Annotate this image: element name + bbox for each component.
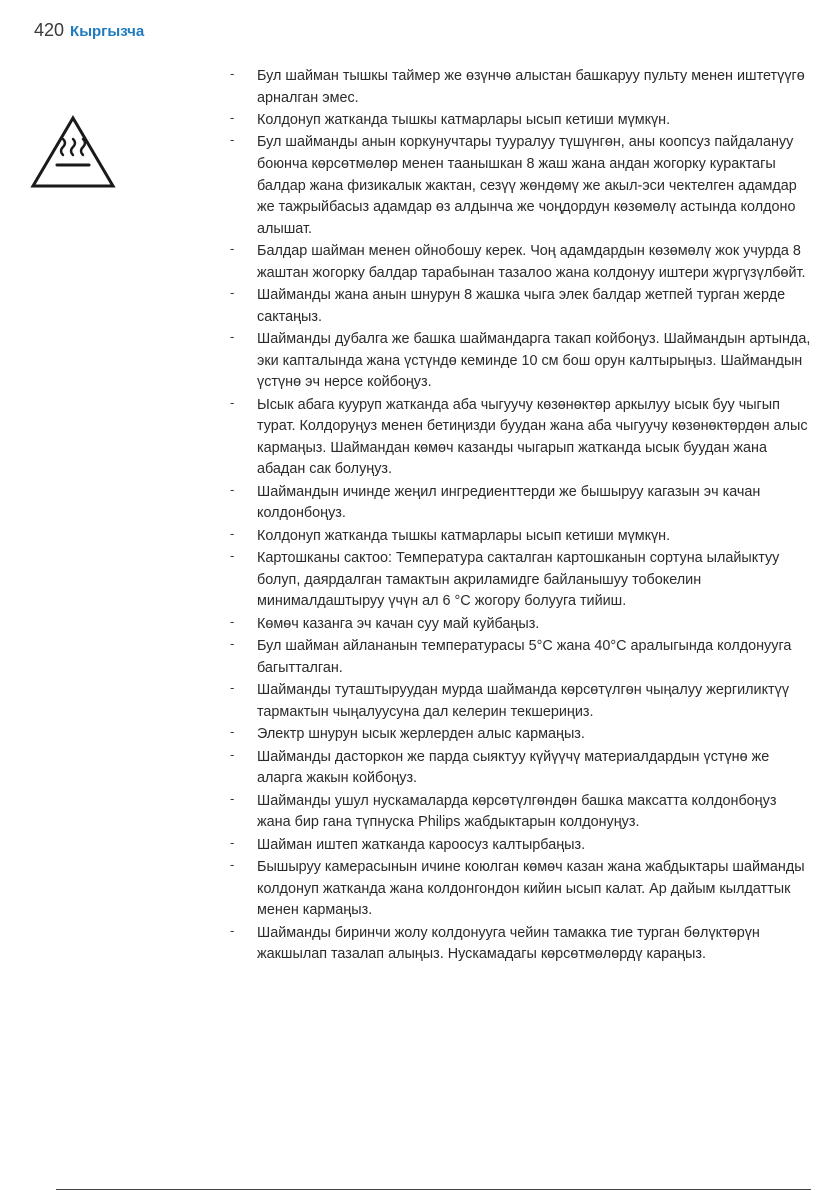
list-item-text: Бышыруу камерасынын ичине коюлган көмөч казан жана жабдыктары шайманды колдонуп жатканда жана колдонгондон кийин ысып калат. Ар дайым кылдаттык менен кармаңыз. xyxy=(257,858,805,919)
list-item-text: Картошканы сактоо: Температура сакталган картошканын сортуна ылайыктуу болуп, даярдалган тамактын акриламидге байланышуу тобокелин минималдаштыруу үчүн ал 6 °C жогору болууга тийиш. xyxy=(257,550,780,610)
list-item-text: Шайман иштеп жатканда кароосуз калтырбаңыз. xyxy=(257,836,586,853)
page-number: 420 xyxy=(34,20,65,40)
list-item-text: Шайманды дубалга же башка шаймандарга такап койбоңуз. Шаймандын артында, эки капталында жана үстүндө кеминде 10 см бош орун калтырыңыз. Шаймандын үстүнө эч нерсе койбоңуз. xyxy=(257,331,811,391)
bullet-dash: - xyxy=(230,613,235,629)
list-item xyxy=(230,835,812,857)
list-item xyxy=(230,680,812,723)
bullet-dash: - xyxy=(230,481,235,497)
bullet-dash: - xyxy=(230,746,235,762)
list-item-text: Бул шайманды анын коркунучтары тууралуу түшүнгөн, аны коопсуз пайдалануу боюнча көрсөтмөлөр менен таанышкан 8 жаш жана андан жогорку курактагы балдар жана физикалык жактан, сезүү жөндөмү же акыл-эси чектелген адамдар же тажрыйбасыз адамдар өз алдынча же чоңдордун көзөмөлү астында колдоно алышат. xyxy=(257,134,797,237)
hot-surface-warning-icon xyxy=(30,115,116,189)
list-item xyxy=(230,66,812,109)
list-item-text: Шайманды жана анын шнурун 8 жашка чыга элек балдар жетпей турган жерде сактаңыз. xyxy=(257,287,786,325)
list-item xyxy=(230,132,812,240)
list-item xyxy=(230,482,812,525)
bullet-dash: - xyxy=(230,636,235,652)
list-item xyxy=(230,241,812,284)
list-item-text: Балдар шайман менен ойнобошу керек. Чоң адамдардын көзөмөлү жок учурда 8 жаштан жогорку балдар тарабынан тазалоо жана колдонуу иштери жүргүзүлбөйт. xyxy=(257,243,806,281)
list-item-text: Көмөч казанга эч качан суу май куйбаңыз. xyxy=(257,615,540,632)
list-item xyxy=(230,747,812,790)
bullet-dash: - xyxy=(230,856,235,872)
list-item-text: Колдонуп жатканда тышкы катмарлары ысып кетиши мүмкүн. xyxy=(257,527,671,544)
bullet-dash: - xyxy=(230,329,235,345)
list-item xyxy=(230,548,812,613)
list-item xyxy=(230,110,812,132)
list-item-text: Шайманды туташтыруудан мурда шайманда көрсөтүлгөн чыңалуу жергиликтүү тармактын чыңалуусуна дал келерин текшериңиз. xyxy=(257,682,790,720)
list-item xyxy=(230,395,812,481)
list-item-text: Шайманды биринчи жолу колдонууга чейин тамакка тие турган бөлүктөрүн жакшылап тазалап алыңыз. Нускамадагы көрсөтмөлөрдү караңыз. xyxy=(257,924,760,963)
bullet-dash: - xyxy=(230,548,235,564)
list-item-text: Ысык абага кууруп жатканда аба чыгуучу көзөнөктөр аркылуу ысык буу чыгып турат. Колдоруңуз менен бетиңизди буудан жана аба чыгуучу көзөнөктөрдөн алыс кармаңыз. Шаймандан көмөч казанды чыгарып жатканда ысык буудан жана абадан сак болуңуз. xyxy=(257,396,808,478)
bullet-dash: - xyxy=(230,394,235,410)
bullet-dash: - xyxy=(230,834,235,850)
list-item xyxy=(230,923,812,966)
list-item xyxy=(230,857,812,922)
list-item-text: Шайманды дасторкон же парда сыяктуу күйүүчү материалдардын үстүнө же аларга жакын койбоңуз. xyxy=(257,748,770,787)
bullet-dash: - xyxy=(230,525,235,541)
bullet-dash: - xyxy=(230,132,235,148)
list-item-text: Колдонуп жатканда тышкы катмарлары ысып кетиши мүмкүн. xyxy=(257,111,671,128)
bullet-dash: - xyxy=(230,109,235,125)
list-item xyxy=(230,526,812,548)
list-item xyxy=(230,285,812,328)
list-item xyxy=(230,791,812,834)
language-label: Кыргызча xyxy=(70,23,145,40)
footer-divider xyxy=(56,1189,811,1190)
list-item xyxy=(230,329,812,394)
list-item-text: Шайманды ушул нускамаларда көрсөтүлгөндөн башка максатта колдонбоңуз жана бир гана түпнуска Philips жабдыктарын колдонуңуз. xyxy=(257,792,777,831)
safety-instructions-list xyxy=(230,66,812,966)
list-item xyxy=(230,724,812,746)
list-item-text: Электр шнурун ысык жерлерден алыс кармаңыз. xyxy=(257,726,585,743)
list-item xyxy=(230,636,812,679)
bullet-dash: - xyxy=(230,680,235,696)
page-header xyxy=(34,20,144,44)
list-item xyxy=(230,614,812,636)
bullet-dash: - xyxy=(230,285,235,301)
bullet-dash: - xyxy=(230,66,235,81)
bullet-dash: - xyxy=(230,922,235,938)
list-item-text: Бул шайман айлананын температурасы 5°C жана 40°C аралыгында колдонууга багытталган. xyxy=(257,638,792,676)
bullet-dash: - xyxy=(230,724,235,740)
bullet-dash: - xyxy=(230,241,235,257)
list-item-text: Шаймандын ичинде жеңил ингредиенттерди же бышыруу кагазын эч качан колдонбоңуз. xyxy=(257,483,761,522)
list-item-text: Бул шайман тышкы таймер же өзүнчө алыстан башкаруу пульту менен иштетүүгө арналган эмес. xyxy=(257,68,805,106)
bullet-dash: - xyxy=(230,790,235,806)
